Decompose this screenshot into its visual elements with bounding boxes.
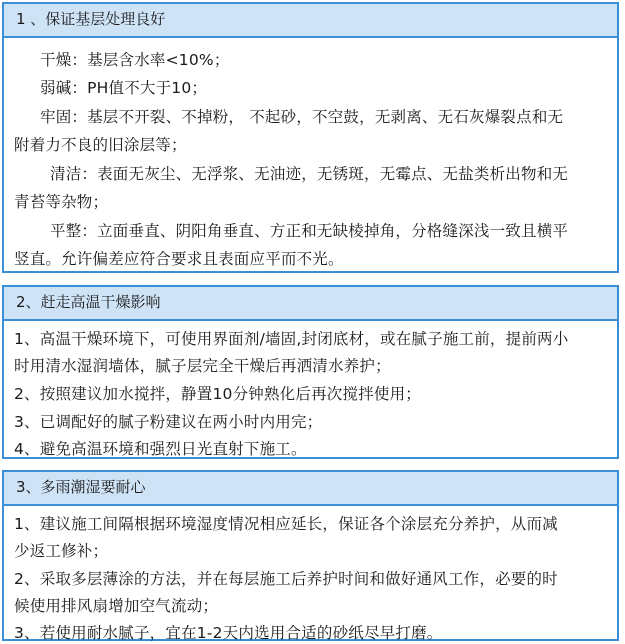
text-line: 3、已调配好的腻子粉建议在两小时内用完； [14,413,323,431]
text-line: 候使用排风扇增加空气流动； [14,597,219,615]
section-title: 2、赶走高温干燥影响 [4,287,617,321]
section-rainy-humid [2,470,619,641]
text-line: 3、若使用耐水腻子，宜在1-2天内选用合适的砂纸尽早打磨。 [14,624,443,642]
text-line: 2、采取多层薄涂的方法，并在每层施工后养护时间和做好通风工作，必要的时 [14,570,558,588]
section-title: 3、多雨潮湿要耐心 [4,472,617,506]
text-line: 少返工修补； [14,542,109,560]
text-line: 青苔等杂物； [14,193,109,211]
text-line: 4、避免高温环境和强烈日光直射下施工。 [14,440,307,458]
text-line: 弱碱：PH值不大于10； [40,79,208,97]
section-substrate-treatment [2,2,619,273]
text-line: 附着力不良的旧涂层等； [14,136,187,154]
text-line: 1、高温干燥环境下，可使用界面剂/墙固,封闭底材，或在腻子施工前，提前两小 [14,330,569,348]
text-line: 2、按照建议加水搅拌，静置10分钟熟化后再次搅拌使用； [14,385,421,403]
text-line: 1、建议施工间隔根据环境湿度情况相应延长，保证各个涂层充分养护，从而减 [14,515,558,533]
text-line: 干燥：基层含水率<10%； [40,51,230,69]
text-line: 清洁：表面无灰尘、无浮浆、无油迹，无锈斑，无霉点、无盐类析出物和无 [50,165,569,183]
text-line: 平整：立面垂直、阴阳角垂直、方正和无缺棱掉角，分格缝深浅一致且横平 [50,222,569,240]
section-high-temperature [2,285,619,459]
text-line: 牢固：基层不开裂、不掉粉， 不起砂，不空鼓，无剥离、无石灰爆裂点和无 [40,108,564,126]
text-line: 时用清水湿润墙体，腻子层完全干燥后再洒清水养护； [14,357,391,375]
section-title: 1 、保证基层处理良好 [4,4,617,38]
text-line: 竖直。允许偏差应符合要求且表面应平而不光。 [14,250,344,268]
